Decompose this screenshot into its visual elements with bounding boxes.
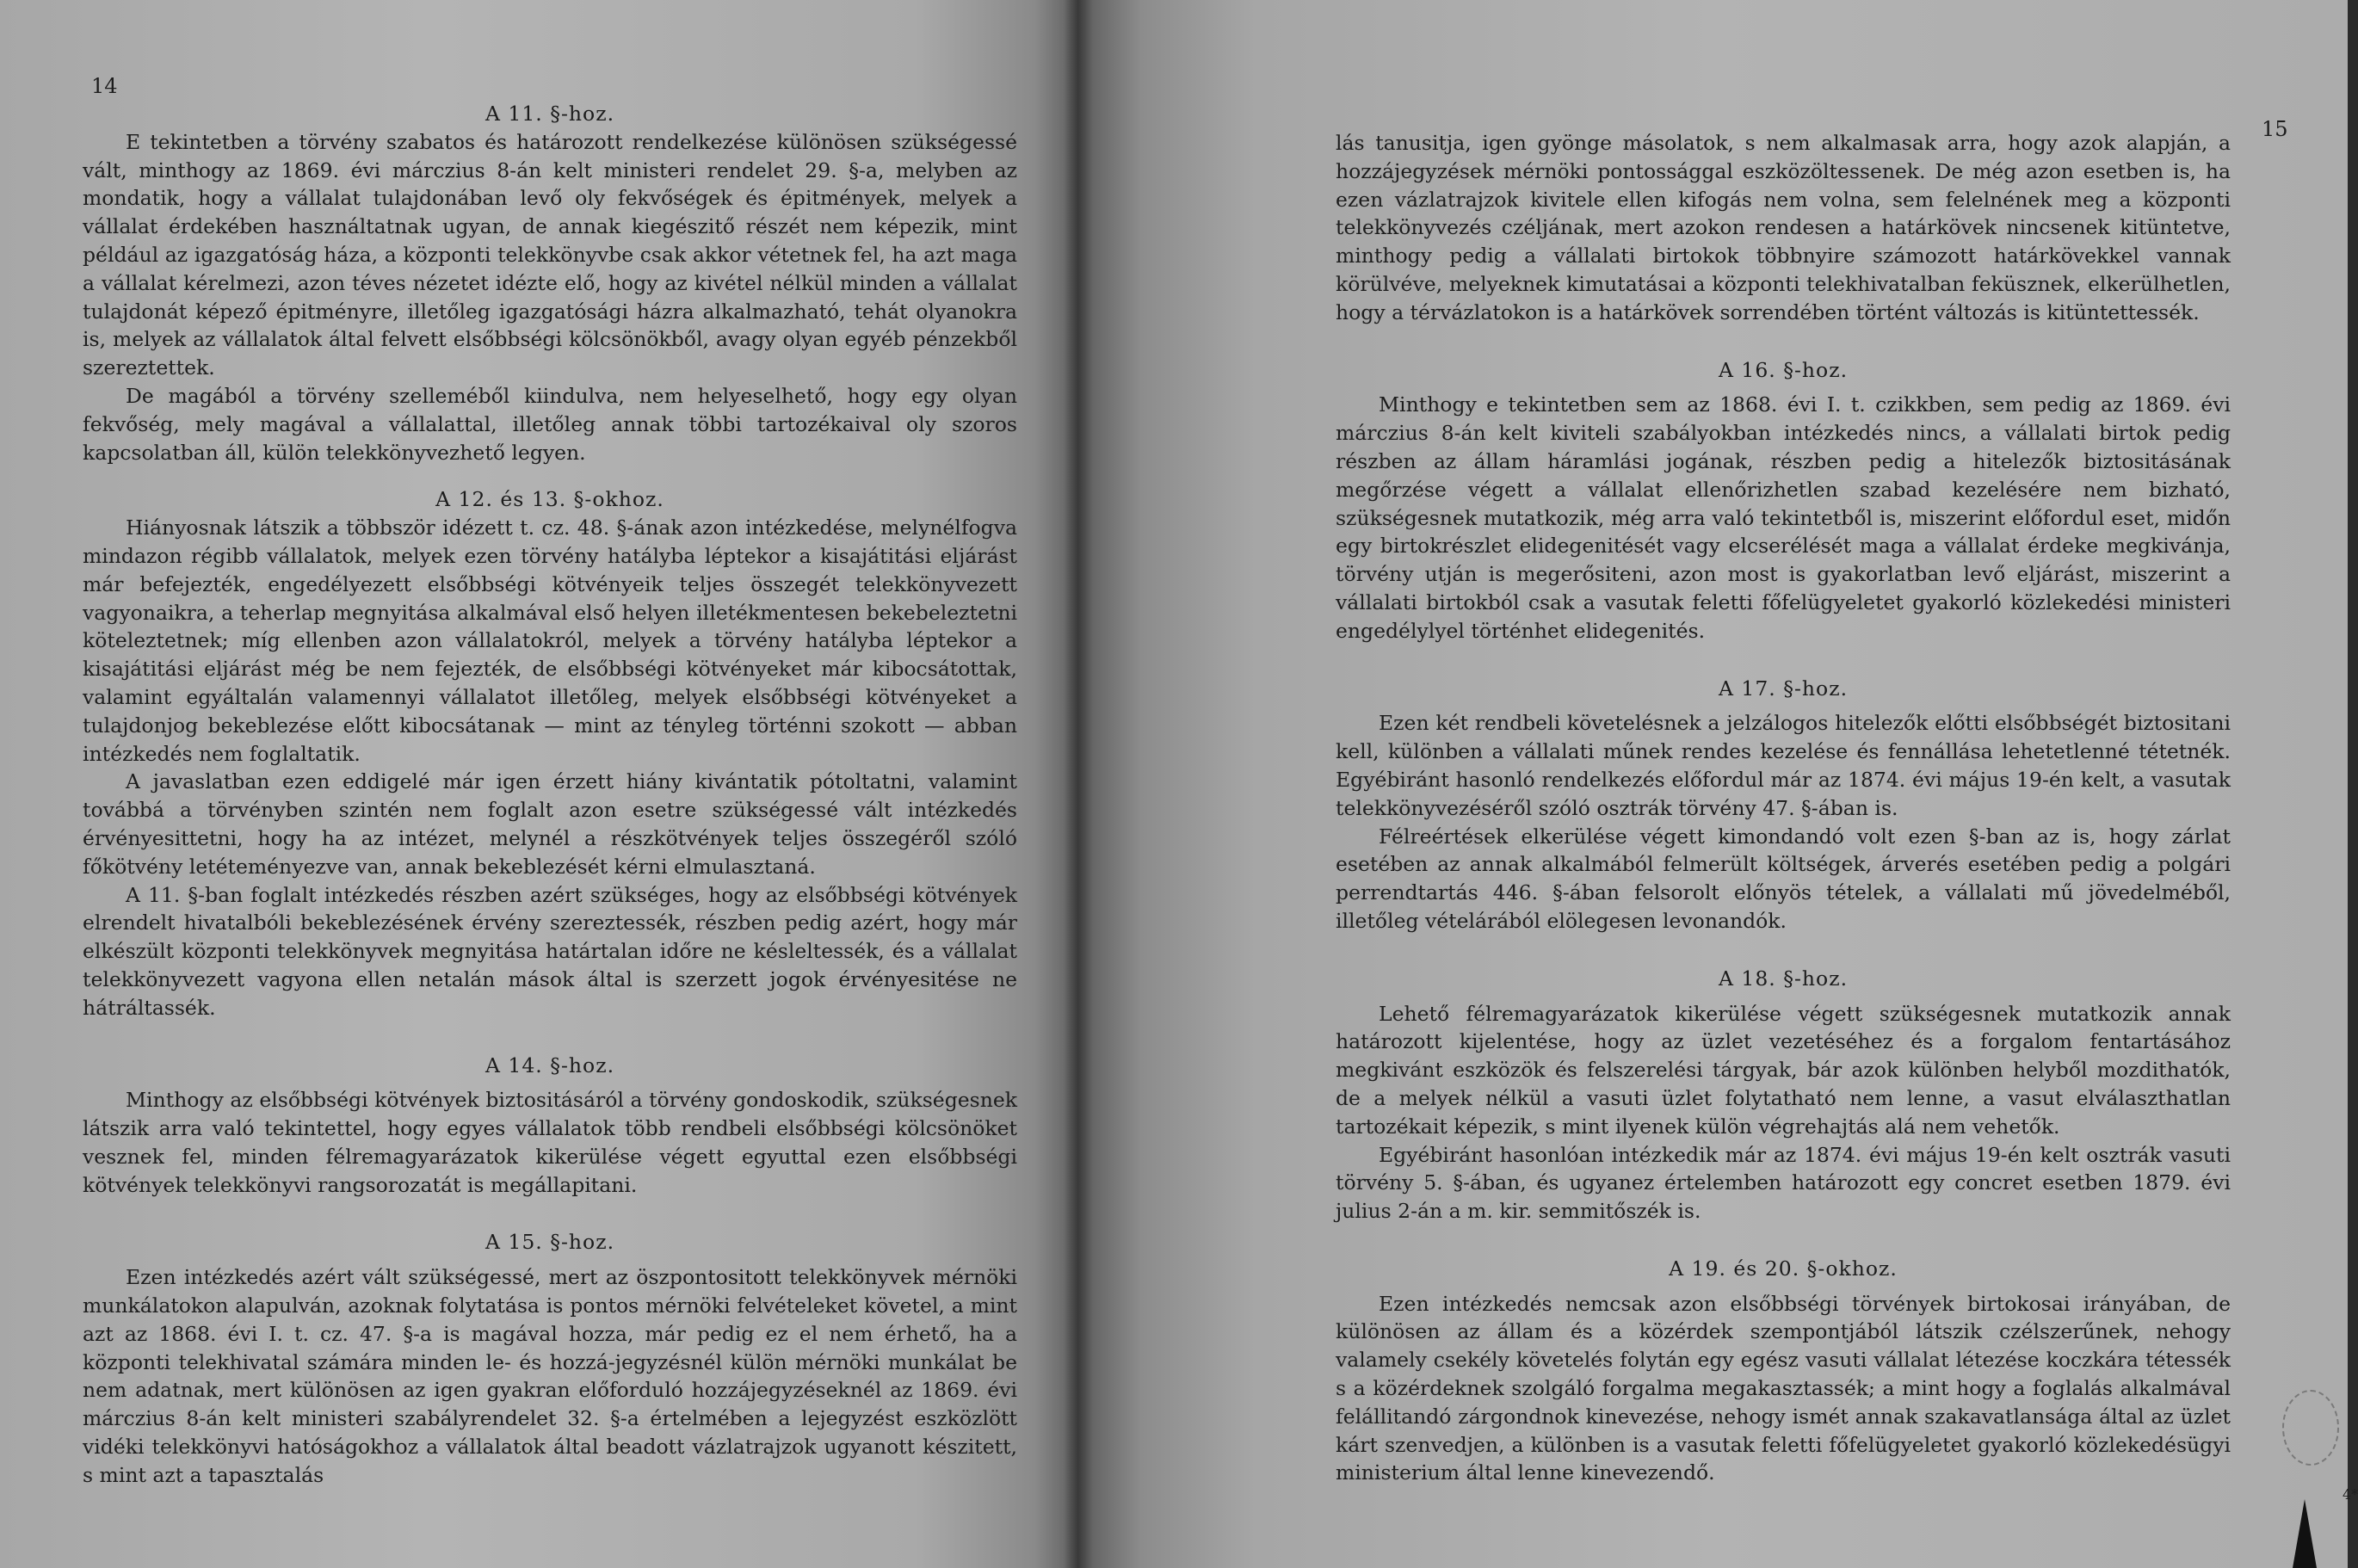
signature-mark: 4* bbox=[2343, 1486, 2358, 1503]
paragraph: A 11. §-ban foglalt intézkedés részben azért szükséges, hogy az elsőbbségi kötvények elrendelt hivatalbóli bekeblezésének érvény szereztessék, részben pedig azért, hogy már elkészült központi telekkönyvek megnyitása határtalan időre ne késleltessék, és a vállalat telekkönyvezett vagyona ellen netalán mások által is szerzett jogok érvényesitése ne hátráltassék. bbox=[83, 882, 1017, 1020]
paragraph: E tekintetben a törvény szabatos és határozott rendelkezése különösen szükségessé vált, minthogy az 1869. évi márczius 8-án kelt ministeri rendelet 29. §-a, melyben az mondatik, hogy a vállalat tulajdonában levő oly fekvőségek és épitmények, melyek a vállalat érdekében használtatnak ugyan, de annak kiegészitő részét nem képezik, mint például az igazgatóság háza, a központi telekkönyvbe csak akkor vétetnek fel, ha azt maga a vállalat kérelmezi, azon téves nézetet idézte elő, hogy az kivétel nélkül minden a vállalat tulajdonát képező épitményre, illetőleg igazgatósági házra alkalmazható, tehát olyanokra is, melyek az vállalatok által felvett elsőbbségi kölcsönökből, avagy olyan egyéb pénzekből szereztettek. bbox=[83, 129, 1017, 380]
paragraph: A javaslatban ezen eddigelé már igen érzett hiány kivántatik pótoltatni, valamint továbbá a törvényben szintén nem foglalt azon esetre szükségessé vált intézkedés érvényesittetni, hogy ha az intézet, melynél a részkötvények teljes összegéről szóló főkötvény letéteményezve van, annak bekeblezését kérni elmulasztaná. bbox=[83, 769, 1017, 879]
paragraph: Lehető félremagyarázatok kikerülése végett szükségesnek mutatkozik annak határozott kijelentése, hogy az üzlet vezetéséhez és a forgalom fentartásához megkivánt eszközök és felszerelési tárgyak, bár azok különben helyből mozdithatók, de a melyek nélkül a vasuti üzlet folytatható nem lenne, a vasut elválaszthatlan tartozékait képezik, s mint ilyenek külön végrehajtás alá nem vehetők. bbox=[1336, 1001, 2231, 1139]
section-heading: A 16. §-hoz. bbox=[1718, 357, 1849, 382]
paragraph-continued: lás tanusitja, igen gyönge másolatok, s nem alkalmasak arra, hogy azok alapján, a hozzájegyzések mérnöki pontossággal eszközöltessenek. De még azon esetben is, ha ezen vázlatrajzok kivitele ellen kifogás nem volna, sem felelnének meg a központi telekkönyvezés czéljának, mert azokon rendesen a határkövek nincsenek kitüntetve, minthogy pedig a vállalati birtokok többnyire számozott határkövekkel vannak körülvéve, melyeknek kimutatásai a központi telekhivatalban feküsznek, elkerülhetlen, hogy a térvázlatokon is a határkövek sorrendében történt változás is kitüntettessék. bbox=[1336, 131, 2231, 324]
paragraph: Félreértések elkerülése végett kimondandó volt ezen §-ban az is, hogy zárlat esetében az annak alkalmából felmerült költségek, árverés esetében pedig a polgári perrendtartás 446. §-ában felsorolt előnyös tételek, a vállalati mű jövedelméből, illetőleg vételárából elölegesen levonandók. bbox=[1336, 824, 2231, 933]
paragraph: Minthogy e tekintetben sem az 1868. évi I. t. czikkben, sem pedig az 1869. évi márczius 8-án kelt kiviteli szabályokban intézkedés nincs, a vállalati birtok pedig részben az állam háramlási jogának, részben pedig a hitelezők biztositásának megőrzése végett a vállalat ellenőrizhetlen szabad kezelésére nem bizható, szükségesnek mutatkozik, még arra való tekintetből is, miszerint előfordul eset, midőn egy birtokrészlet elidegenitését vagy elcserélését maga a vállalat érdeke megkivánja, törvény utján is megerősiteni, azon most is gyakorlatban levő eljárást, miszerint a vállalati birtokból csak a vasutak feletti főfelügyeletet gyakorló közlekedési ministeri engedélylyel történhet elidegenités. bbox=[1336, 392, 2231, 643]
paragraph: Ezen intézkedés azért vált szükségessé, mert az öszpontositott telekkönyvek mérnöki munkálatokon alapulván, azoknak folytatása is pontos mérnöki felvételeket követel, a mint azt az 1868. évi I. t. cz. 47. §-a is magával hozza, már pedig ez el nem érhető, ha a központi telekhivatal számára minden le- és hozzá-jegyzésnél külön mérnöki munkálat be nem adatnak, mert különösen az igen gyakran előforduló hozzájegyzéseknél az 1869. évi márczius 8-án kelt ministeri szabályrendelet 32. §-a értelmében a lejegyzést eszközlött vidéki telekkönyvi hatóságokhoz a vállalatok által beadott vázlatrajzok ugyanott készitett, s mint azt a tapasztalás bbox=[83, 1265, 1017, 1487]
paragraph: Ezen intézkedés nemcsak azon elsőbbségi törvények birtokosai irányában, de különösen az állam és a közérdek szempontjából látszik czélszerűnek, nehogy valamely csekély követelés folytán egy egész vasuti vállalat létezése koczkára tétessék s a közérdeknek szolgáló forgalma megakasztassék; a mint hogy a foglalás alkalmával felállitandó zárgondnok kinevezése, nehogy ismét annak szakavatlansága által az üzlet kárt szenvedjen, a különben is a vasutak feletti főfelügyeletet gyakorló közlekedésügyi ministerium által lenne kinevezendő. bbox=[1336, 1291, 2231, 1485]
right-text-column bbox=[1336, 129, 2231, 1487]
section-heading: A 19. és 20. §-okhoz. bbox=[1669, 1256, 1898, 1281]
section-heading: A 12. és 13. §-okhoz. bbox=[435, 487, 664, 512]
section-heading: A 18. §-hoz. bbox=[1718, 966, 1849, 991]
section-heading: A 17. §-hoz. bbox=[1718, 676, 1849, 701]
book-gutter-shadow bbox=[1064, 0, 1093, 1568]
paragraph: De magából a törvény szelleméből kiindulva, nem helyeselhető, hogy egy olyan fekvőség, mely magával a vállalattal, illetőleg annak többi tartozékaival oly szoros kapcsolatban áll, külön telekkönyvezhető legyen. bbox=[83, 383, 1017, 465]
page-number-left: 14 bbox=[91, 74, 118, 98]
section-heading: A 15. §-hoz. bbox=[485, 1230, 615, 1255]
paragraph: Minthogy az elsőbbségi kötvények biztositásáról a törvény gondoskodik, szükségesnek látszik arra való tekintettel, hogy egyes vállalatok több rendbeli elsőbbségi kölcsönöket vesznek fel, minden félremagyarázatok kikerülése végett egyuttal ezen elsőbbségi kötvények telekkönyvi rangsorozatát is megállapitani. bbox=[83, 1088, 1017, 1197]
section-heading: A 11. §-hoz. bbox=[485, 102, 615, 126]
paragraph: Hiányosnak látszik a többször idézett t. cz. 48. §-ának azon intézkedése, melynélfogva mindazon régibb vállalatok, melyek ezen törvény hatályba léptekor a kisajátitási eljárást már befejezték, engedélyezett elsőbbségi kötvényeik teljes összegét telekkönyvezett vagyonaikra, a teherlap megnyitása alkalmával első helyen illetékmentesen bekebeleztetni köteleztetnek; míg ellenben azon vállalatokról, melyek a törvény hatályba léptekor a kisajátitási eljárást még be nem fejezték, de elsőbbségi kötvényeket már kibocsátottak, valamint egyáltalán valamennyi vállalatot illetőleg, melyek elsőbbségi kötvényeket a tulajdonjog bekeblezése előtt kibocsátanak — mint az tényleg történni szokott — abban intézkedés nem foglaltatik. bbox=[83, 515, 1017, 766]
page-number-right: 15 bbox=[2262, 117, 2288, 141]
paragraph: Egyébiránt hasonlóan intézkedik már az 1874. évi május 19-én kelt osztrák vasuti törvény 5. §-ában, és ugyanez értelemben határozott egy concret esetben 1879. évi julius 2-án a m. kir. semmitőszék is. bbox=[1336, 1142, 2231, 1224]
bookmark-ribbon-icon bbox=[2293, 1499, 2317, 1568]
library-stamp-icon bbox=[2282, 1390, 2339, 1466]
section-heading: A 14. §-hoz. bbox=[485, 1053, 615, 1077]
left-page bbox=[0, 0, 1077, 1568]
paragraph: Ezen két rendbeli követelésnek a jelzálogos hitelezők előtti elsőbbségét biztositani kell, különben a vállalati műnek rendes kezelése és fennállása lehetetlenné tétetnék. Egyébiránt hasonló rendelkezés előfordul már az 1874. évi május 19-én kelt, a vasutak telekkönyvezéséről szóló osztrák törvény 47. §-ában is. bbox=[1336, 711, 2231, 820]
right-page bbox=[1077, 0, 2358, 1568]
left-text-column bbox=[83, 100, 1017, 1490]
